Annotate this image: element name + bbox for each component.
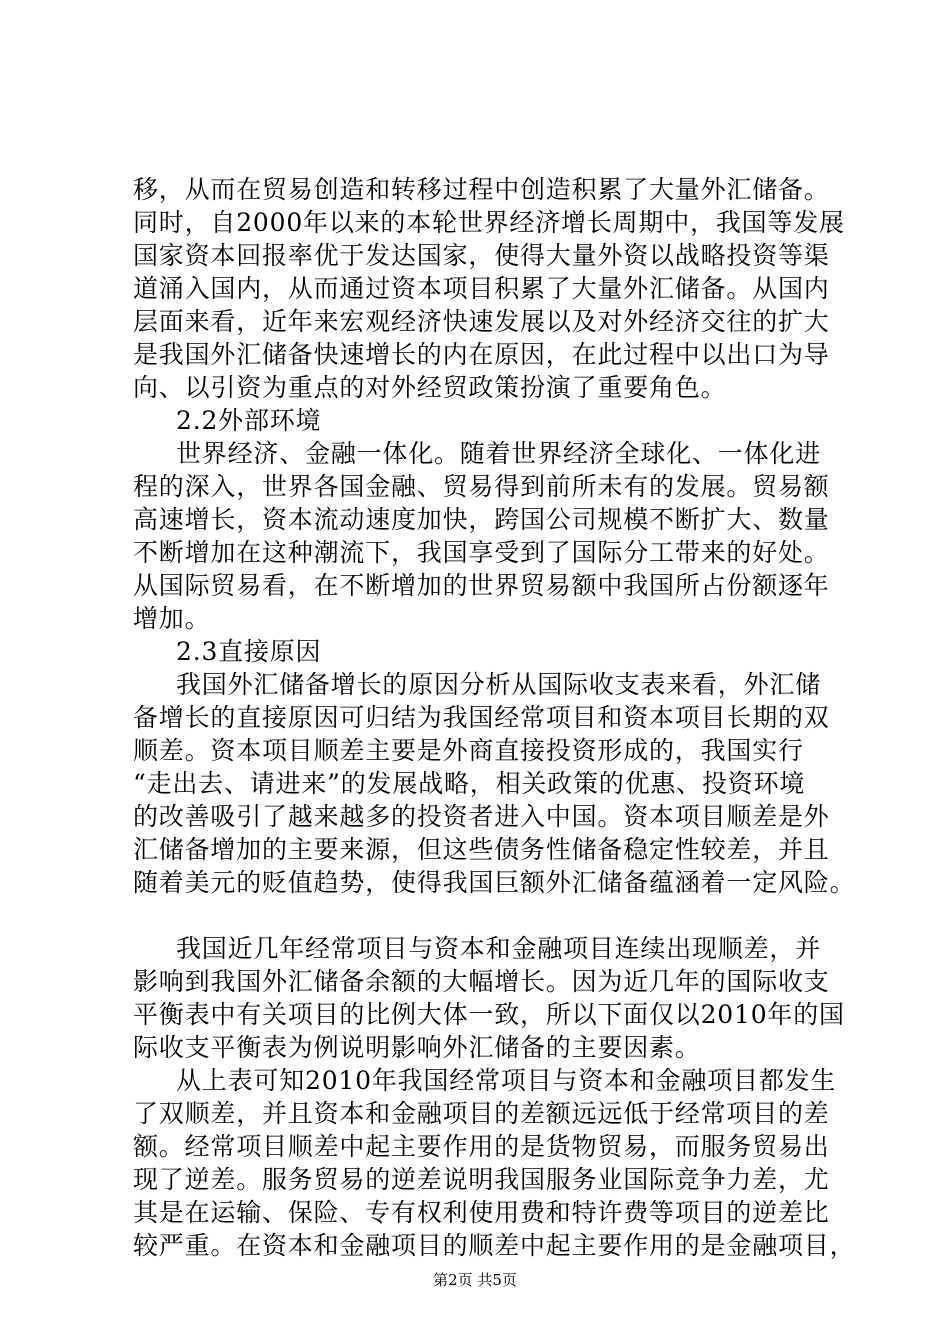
- text-line: 高速增长，资本流动速度加快，跨国公司规模不断扩大、数量: [133, 505, 830, 534]
- text-line: 是我国外汇储备快速增长的内在原因，在此过程中以出口为导: [133, 340, 830, 369]
- text-line: 道涌入国内，从而通过资本项目积累了大量外汇储备。从国内: [133, 274, 830, 303]
- text-line: 顺差。资本项目顺差主要是外商直接投资形成的，我国实行: [133, 736, 804, 765]
- text-line: 平衡表中有关项目的比例大体一致，所以下面仅以2010年的国: [133, 1000, 845, 1029]
- section-heading: 2.2外部环境: [176, 406, 322, 435]
- text-line: 同时，自2000年以来的本轮世界经济增长周期中，我国等发展: [133, 208, 845, 237]
- text-line: 的改善吸引了越来越多的投资者进入中国。资本项目顺差是外: [133, 802, 830, 831]
- text-line: 我国近几年经常项目与资本和金融项目连续出现顺差，并: [176, 934, 822, 963]
- text-line: 向、以引资为重点的对外经贸政策扮演了重要角色。: [133, 373, 727, 402]
- text-line: 从上表可知2010年我国经常项目与资本和金融项目都发生: [176, 1066, 837, 1095]
- text-line: 现了逆差。服务贸易的逆差说明我国服务业国际竞争力差，尤: [133, 1165, 830, 1194]
- text-line: 层面来看，近年来宏观经济快速发展以及对外经济交往的扩大: [133, 307, 830, 336]
- text-line: 不断增加在这种潮流下，我国享受到了国际分工带来的好处。: [133, 538, 830, 567]
- text-line: 影响到我国外汇储备余额的大幅增长。因为近几年的国际收支: [133, 967, 830, 996]
- text-line: 额。经常项目顺差中起主要作用的是货物贸易，而服务贸易出: [133, 1132, 830, 1161]
- text-line: 汇储备增加的主要来源，但这些债务性储备稳定性较差，并且: [133, 835, 830, 864]
- text-line: “走出去、请进来”的发展战略，相关政策的优惠、投资环境: [133, 769, 806, 798]
- page-number: 第2页 共5页: [433, 1271, 517, 1289]
- text-line: 从国际贸易看，在不断增加的世界贸易额中我国所占份额逐年: [133, 571, 830, 600]
- text-line: 随着美元的贬值趋势，使得我国巨额外汇储备蕴涵着一定风险。: [133, 868, 856, 897]
- text-line: 备增长的直接原因可归结为我国经常项目和资本项目长期的双: [133, 703, 830, 732]
- text-line: 增加。: [133, 604, 211, 633]
- text-line: 其是在运输、保险、专有权利使用费和特许费等项目的逆差比: [133, 1198, 830, 1227]
- text-line: 国家资本回报率优于发达国家，使得大量外资以战略投资等渠: [133, 241, 830, 270]
- text-line: 世界经济、金融一体化。随着世界经济全球化、一体化进: [176, 439, 822, 468]
- section-heading: 2.3直接原因: [176, 637, 322, 666]
- text-line: 移，从而在贸易创造和转移过程中创造积累了大量外汇储备。: [133, 175, 830, 204]
- text-line: 我国外汇储备增长的原因分析从国际收支表来看，外汇储: [176, 670, 822, 699]
- text-line: 程的深入，世界各国金融、贸易得到前所未有的发展。贸易额: [133, 472, 830, 501]
- text-line: 较严重。在资本和金融项目的顺差中起主要作用的是金融项目，: [133, 1231, 856, 1260]
- text-line: 际收支平衡表为例说明影响外汇储备的主要因素。: [133, 1033, 701, 1062]
- text-line: 了双顺差，并且资本和金融项目的差额远远低于经常项目的差: [133, 1099, 830, 1128]
